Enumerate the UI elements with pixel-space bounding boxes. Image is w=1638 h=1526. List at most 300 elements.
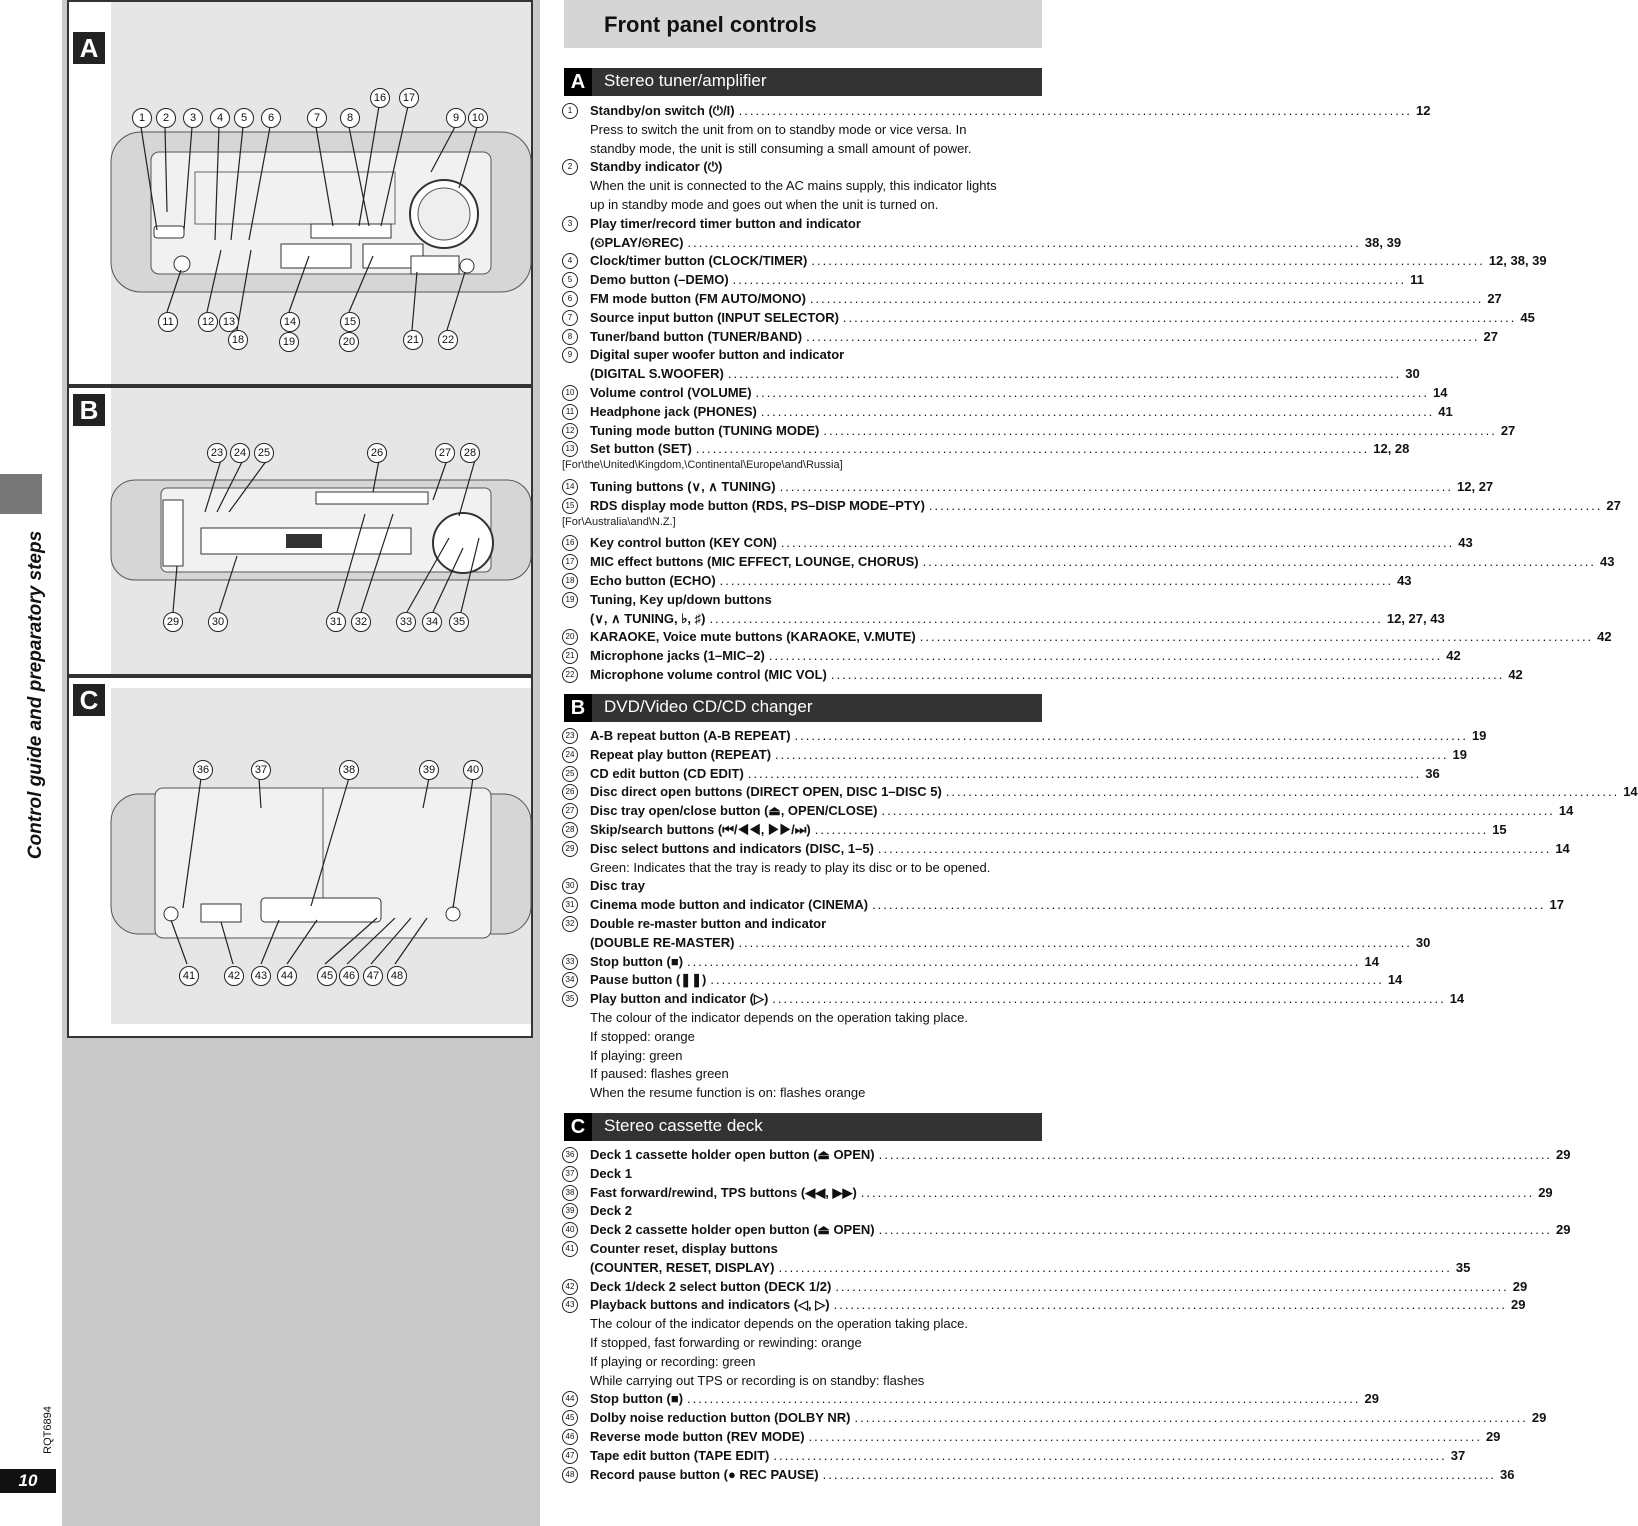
section-c-title: Stereo cassette deck <box>604 1116 763 1135</box>
item-number: 33 <box>562 954 578 970</box>
item-page-ref: 36 <box>1500 1466 1515 1482</box>
control-item <box>562 534 1473 552</box>
item-label: Clock/timer button (CLOCK/TIMER) <box>590 253 808 269</box>
item-page-ref: 27 <box>1487 291 1502 306</box>
dot-leader: ........................................................................................................................ <box>811 253 1485 269</box>
dot-leader: ........................................................................................................................ <box>780 535 1455 551</box>
callout-42: 42 <box>224 966 244 986</box>
item-description: standby mode, the unit is still consuming a small amount of power. <box>590 140 972 156</box>
callout-12: 12 <box>198 312 218 332</box>
item-label: Dolby noise reduction button (DOLBY NR) <box>590 1410 851 1426</box>
callout-40: 40 <box>463 760 483 780</box>
dot-leader: ........................................................................................................................ <box>779 479 1454 494</box>
item-description: If stopped, fast forwarding or rewinding: orange <box>590 1335 862 1350</box>
item-description: The colour of the indicator depends on the operation taking place. <box>590 1316 968 1332</box>
control-item <box>562 403 1453 421</box>
callout-43: 43 <box>251 966 271 986</box>
item-label: (DIGITAL S.WOOFER) <box>590 366 724 382</box>
region-note: [For\Australia\and\N.Z.] <box>562 515 676 528</box>
item-label: Tape edit button (TAPE EDIT) <box>590 1447 770 1463</box>
item-number: 40 <box>562 1222 578 1238</box>
item-number: 42 <box>562 1279 578 1295</box>
dot-leader: ........................................................................................................................ <box>814 822 1489 837</box>
item-number: 22 <box>562 667 578 683</box>
control-item <box>562 271 1424 289</box>
item-label: Repeat play button (REPEAT) <box>590 746 772 762</box>
item-page-ref: 29 <box>1364 1391 1379 1407</box>
page-title: Front panel controls <box>604 12 817 37</box>
control-item <box>562 252 1547 270</box>
control-item <box>562 1296 1526 1314</box>
control-item <box>562 840 1570 858</box>
control-item <box>562 572 1412 590</box>
item-number: 39 <box>562 1203 578 1219</box>
item-page-ref: 27 <box>1483 328 1498 344</box>
callout-18: 18 <box>228 330 248 350</box>
item-label: Volume control (VOLUME) <box>590 385 752 400</box>
item-label: Cinema mode button and indicator (CINEMA) <box>590 897 869 913</box>
callout-25: 25 <box>254 443 274 463</box>
item-number: 13 <box>562 441 578 457</box>
control-item <box>562 971 1403 989</box>
callout-5: 5 <box>234 108 254 128</box>
item-number: 34 <box>562 972 578 988</box>
item-label: KARAOKE, Voice mute buttons (KARAOKE, V.MUTE) <box>590 629 916 645</box>
control-item <box>562 102 1431 120</box>
figure-c-panel <box>67 676 533 1038</box>
item-number: 8 <box>562 329 578 345</box>
item-page-ref: 35 <box>1455 1259 1471 1275</box>
item-label: Demo button (–DEMO) <box>590 272 729 288</box>
item-page-ref: 14 <box>1387 972 1403 988</box>
item-label: A-B repeat button (A-B REPEAT) <box>590 728 791 743</box>
vertical-section-title: Control guide and preparatory steps <box>25 530 46 860</box>
item-number: 46 <box>562 1429 578 1445</box>
callout-15: 15 <box>340 312 360 332</box>
item-label: Disc select buttons and indicators (DISC, 1–5) <box>590 840 874 856</box>
item-label: Play button and indicator (▷) <box>590 991 769 1007</box>
dot-leader: ........................................................................................................................ <box>822 1466 1497 1482</box>
callout-24: 24 <box>230 443 250 463</box>
item-description: If playing: green <box>590 1047 683 1063</box>
control-item <box>562 783 1638 801</box>
item-description: When the resume function is on: flashes orange <box>590 1085 866 1101</box>
figure-a-area <box>111 2 531 384</box>
control-item <box>562 915 1044 933</box>
dot-leader: ........................................................................................................................ <box>709 610 1383 626</box>
item-label: Pause button (❚❚) <box>590 972 707 988</box>
dot-leader: ........................................................................................................................ <box>945 784 1620 800</box>
item-page-ref: 29 <box>1538 1184 1553 1200</box>
callout-30: 30 <box>208 612 228 632</box>
dot-leader: ........................................................................................................................ <box>710 972 1384 988</box>
item-label: Counter reset, display buttons <box>590 1241 778 1256</box>
item-page-ref: 42 <box>1446 648 1461 664</box>
item-page-ref: 14 <box>1623 784 1638 800</box>
item-page-ref: 12, 38, 39 <box>1488 253 1547 269</box>
dot-leader: ........................................................................................................................ <box>835 1278 1509 1294</box>
dot-leader: ........................................................................................................................ <box>806 328 1480 344</box>
item-label: Set button (SET) <box>590 441 692 457</box>
control-item <box>562 990 1465 1008</box>
dot-leader: ........................................................................................................................ <box>860 1184 1535 1200</box>
control-item <box>562 1165 1044 1183</box>
control-item <box>562 591 1044 609</box>
item-label: (⏲PLAY/⏲REC) <box>590 234 684 250</box>
callout-7: 7 <box>307 108 327 128</box>
item-number: 47 <box>562 1448 578 1464</box>
figure-c-area <box>111 688 531 1024</box>
item-number: 41 <box>562 1241 578 1257</box>
item-label: Deck 2 cassette holder open button (⏏ OPEN) <box>590 1222 875 1238</box>
callout-6: 6 <box>261 108 281 128</box>
callout-35: 35 <box>449 612 469 632</box>
dot-leader: ........................................................................................................................ <box>919 629 1594 645</box>
item-number: 37 <box>562 1166 578 1182</box>
item-number: 32 <box>562 916 578 932</box>
item-page-ref: 12, 27, 43 <box>1386 610 1445 626</box>
callout-8: 8 <box>340 108 360 128</box>
item-label: Stop button (■) <box>590 953 684 969</box>
callout-32: 32 <box>351 612 371 632</box>
section-a-title: Stereo tuner/amplifier <box>604 71 767 90</box>
item-page-ref: 14 <box>1432 385 1448 400</box>
item-label: Skip/search buttons (⏮/◀◀, ▶▶/⏭) <box>590 822 811 837</box>
model-code: RQT6894 <box>42 1406 54 1454</box>
control-item <box>562 765 1440 783</box>
callout-47: 47 <box>363 966 383 986</box>
callout-39: 39 <box>419 760 439 780</box>
control-item <box>562 440 1410 458</box>
item-number: 17 <box>562 554 578 570</box>
callout-4: 4 <box>210 108 230 128</box>
item-page-ref: 14 <box>1364 953 1379 969</box>
item-page-ref: 15 <box>1492 822 1507 837</box>
item-label: MIC effect buttons (MIC EFFECT, LOUNGE, CHORUS) <box>590 554 919 570</box>
control-item <box>562 877 1044 895</box>
item-number: 23 <box>562 728 578 744</box>
item-label: Double re-master button and indicator <box>590 916 827 931</box>
item-page-ref: 14 <box>1558 803 1574 819</box>
control-item <box>562 158 1044 176</box>
item-page-ref: 14 <box>1555 840 1570 856</box>
item-description: The colour of the indicator depends on the operation taking place. <box>590 1010 968 1025</box>
region-note: [For\the\United\Kingdom,\Continental\Europe\and\Russia] <box>562 459 843 472</box>
item-page-ref: 41 <box>1438 403 1453 419</box>
section-b-title: DVD/Video CD/CD changer <box>604 697 813 716</box>
control-item <box>562 1278 1528 1296</box>
item-label: (∨, ∧ TUNING, ♭, ♯) <box>590 610 706 626</box>
callout-21: 21 <box>403 330 423 350</box>
dot-leader: ........................................................................................................................ <box>877 840 1552 856</box>
dot-leader: ........................................................................................................................ <box>794 728 1468 743</box>
control-item <box>562 821 1507 839</box>
item-page-ref: 27 <box>1500 422 1516 438</box>
item-number: 18 <box>562 573 578 589</box>
item-description: While carrying out TPS or recording is on standby: flashes <box>590 1372 925 1388</box>
item-label: Microphone jacks (1–MIC–2) <box>590 648 765 664</box>
item-label: CD edit button (CD EDIT) <box>590 765 744 781</box>
item-page-ref: 37 <box>1450 1447 1466 1463</box>
dot-leader: ........................................................................................................................ <box>842 309 1517 325</box>
item-page-ref: 29 <box>1556 1147 1571 1162</box>
item-label: Tuning mode button (TUNING MODE) <box>590 422 820 438</box>
dot-leader: ........................................................................................................................ <box>687 953 1361 969</box>
item-number: 26 <box>562 784 578 800</box>
section-b-header <box>564 694 1042 722</box>
item-number: 11 <box>562 404 578 420</box>
item-number: 5 <box>562 272 578 288</box>
control-item <box>562 647 1461 665</box>
item-label: Fast forward/rewind, TPS buttons (◀◀, ▶▶) <box>590 1184 857 1200</box>
item-number: 30 <box>562 878 578 894</box>
callout-26: 26 <box>367 443 387 463</box>
control-item <box>562 746 1467 764</box>
item-label: Deck 1 cassette holder open button (⏏ OPEN) <box>590 1147 875 1162</box>
item-label: Disc direct open buttons (DIRECT OPEN, DISC 1–DISC 5) <box>590 784 942 800</box>
item-label: Tuning, Key up/down buttons <box>590 591 772 607</box>
callout-36: 36 <box>193 760 213 780</box>
dot-leader: ........................................................................................................................ <box>687 1391 1361 1407</box>
control-item <box>562 309 1535 327</box>
item-page-ref: 12 <box>1416 103 1431 118</box>
dot-leader: ........................................................................................................................ <box>928 497 1603 513</box>
control-item <box>562 1184 1553 1202</box>
dot-leader: ........................................................................................................................ <box>808 1429 1482 1444</box>
section-c-letter: C <box>564 1113 592 1141</box>
callout-10: 10 <box>468 108 488 128</box>
dot-leader: ........................................................................................................................ <box>778 1259 1452 1275</box>
item-number: 21 <box>562 648 578 664</box>
item-description: Press to switch the unit from on to standby mode or vice versa. In <box>590 121 967 137</box>
item-label: Tuner/band button (TUNER/BAND) <box>590 328 803 344</box>
page-title-bar <box>564 0 1042 48</box>
item-page-ref: 30 <box>1405 366 1420 382</box>
section-a-letter: A <box>564 68 592 96</box>
item-number: 19 <box>562 592 578 608</box>
control-item <box>562 610 1445 628</box>
item-number: 16 <box>562 535 578 551</box>
control-item <box>562 934 1431 952</box>
figure-b-label: B <box>73 394 105 426</box>
control-item <box>562 346 1044 364</box>
item-page-ref: 12, 28 <box>1373 441 1410 457</box>
item-page-ref: 29 <box>1556 1222 1571 1238</box>
dot-leader: ........................................................................................................................ <box>833 1297 1508 1313</box>
control-item <box>562 666 1523 684</box>
item-label: Playback buttons and indicators (◁, ▷) <box>590 1297 830 1313</box>
item-description: If paused: flashes green <box>590 1066 729 1082</box>
item-label: Source input button (INPUT SELECTOR) <box>590 309 839 325</box>
control-item <box>562 234 1402 252</box>
dot-leader: ........................................................................................................................ <box>775 746 1449 762</box>
dot-leader: ........................................................................................................................ <box>823 422 1497 438</box>
callout-33: 33 <box>396 612 416 632</box>
item-number: 35 <box>562 991 578 1007</box>
figure-b-area <box>111 388 531 674</box>
dot-leader: ........................................................................................................................ <box>760 403 1435 419</box>
item-label: Deck 1 <box>590 1165 632 1181</box>
item-page-ref: 45 <box>1520 309 1535 325</box>
callout-23: 23 <box>207 443 227 463</box>
item-number: 10 <box>562 385 578 401</box>
item-description: If stopped: orange <box>590 1028 695 1044</box>
callout-37: 37 <box>251 760 271 780</box>
item-page-ref: 43 <box>1600 554 1615 570</box>
dot-leader: ........................................................................................................................ <box>878 1147 1553 1162</box>
item-number: 36 <box>562 1147 578 1163</box>
item-page-ref: 29 <box>1511 1297 1526 1313</box>
figure-c-label: C <box>73 684 105 716</box>
item-number: 25 <box>562 766 578 782</box>
dot-leader: ........................................................................................................................ <box>687 234 1361 250</box>
dot-leader: ........................................................................................................................ <box>854 1410 1528 1426</box>
item-number: 9 <box>562 347 578 363</box>
callout-2: 2 <box>156 108 176 128</box>
dot-leader: ........................................................................................................................ <box>727 366 1402 382</box>
item-description: When the unit is connected to the AC mains supply, this indicator lights <box>590 178 997 194</box>
dot-leader: ........................................................................................................................ <box>872 897 1546 913</box>
dot-leader: ........................................................................................................................ <box>773 1447 1447 1463</box>
item-number: 43 <box>562 1297 578 1313</box>
item-page-ref: 43 <box>1458 535 1473 551</box>
dot-leader: ........................................................................................................................ <box>809 291 1484 306</box>
control-item <box>562 1240 1044 1258</box>
callout-27: 27 <box>435 443 455 463</box>
item-description: up in standby mode and goes out when the unit is turned on. <box>590 197 939 212</box>
callout-34: 34 <box>422 612 442 632</box>
item-number: 24 <box>562 747 578 763</box>
item-label: Echo button (ECHO) <box>590 573 716 588</box>
item-number: 14 <box>562 479 578 495</box>
control-item <box>562 896 1564 914</box>
callout-11: 11 <box>158 312 178 332</box>
item-number: 48 <box>562 1467 578 1483</box>
dot-leader: ........................................................................................................................ <box>719 573 1394 588</box>
item-page-ref: 19 <box>1471 728 1487 743</box>
callout-46: 46 <box>339 966 359 986</box>
item-page-ref: 11 <box>1410 272 1424 288</box>
page-number: 10 <box>0 1469 56 1493</box>
control-item <box>562 553 1615 571</box>
callout-48: 48 <box>387 966 407 986</box>
item-page-ref: 27 <box>1606 497 1621 513</box>
control-item <box>562 802 1574 820</box>
control-item <box>562 1221 1571 1239</box>
item-label: Headphone jack (PHONES) <box>590 403 757 419</box>
item-number: 6 <box>562 291 578 307</box>
item-number: 2 <box>562 159 578 175</box>
item-number: 4 <box>562 253 578 269</box>
item-label: Key control button (KEY CON) <box>590 535 777 551</box>
callout-29: 29 <box>163 612 183 632</box>
item-label: Reverse mode button (REV MODE) <box>590 1429 805 1444</box>
item-description: Green: Indicates that the tray is ready to play its disc or to be opened. <box>590 859 991 875</box>
item-page-ref: 43 <box>1397 573 1412 588</box>
callout-44: 44 <box>277 966 297 986</box>
item-page-ref: 17 <box>1549 897 1564 913</box>
dot-leader: ........................................................................................................................ <box>755 385 1429 400</box>
control-item <box>562 1202 1044 1220</box>
item-label: RDS display mode button (RDS, PS–DISP MODE–PTY) <box>590 497 925 513</box>
item-page-ref: 36 <box>1425 765 1440 781</box>
item-page-ref: 12, 27 <box>1457 479 1494 494</box>
control-item <box>562 953 1379 971</box>
item-page-ref: 42 <box>1508 667 1523 682</box>
item-label: (DOUBLE RE-MASTER) <box>590 934 735 950</box>
section-c-header <box>564 1113 1042 1141</box>
item-number: 31 <box>562 897 578 913</box>
sidebar <box>0 0 62 1526</box>
control-item <box>562 1146 1571 1164</box>
dot-leader: ........................................................................................................................ <box>768 648 1443 664</box>
callout-31: 31 <box>326 612 346 632</box>
item-label: Disc tray open/close button (⏏, OPEN/CLOSE) <box>590 803 878 819</box>
item-label: Standby indicator (⏻) <box>590 159 723 175</box>
item-label: Play timer/record timer button and indicator <box>590 215 861 231</box>
control-item <box>562 422 1516 440</box>
callout-22: 22 <box>438 330 458 350</box>
control-item <box>562 628 1612 646</box>
callout-9: 9 <box>446 108 466 128</box>
figure-column <box>62 0 540 1526</box>
item-page-ref: 29 <box>1531 1410 1547 1426</box>
item-label: Digital super woofer button and indicator <box>590 347 845 363</box>
item-number: 12 <box>562 423 578 439</box>
dot-leader: ........................................................................................................................ <box>747 765 1422 781</box>
item-description: If playing or recording: green <box>590 1353 756 1369</box>
callout-13: 13 <box>219 312 239 332</box>
dot-leader: ........................................................................................................................ <box>695 441 1370 457</box>
control-item <box>562 1447 1466 1465</box>
item-label: Standby/on switch (⏻/I) <box>590 103 735 118</box>
item-number: 38 <box>562 1185 578 1201</box>
control-item <box>562 328 1498 346</box>
callout-19: 19 <box>279 332 299 352</box>
control-item <box>562 1259 1471 1277</box>
item-number: 45 <box>562 1410 578 1426</box>
item-number: 29 <box>562 841 578 857</box>
section-a-header <box>564 68 1042 96</box>
item-page-ref: 19 <box>1452 746 1467 762</box>
item-page-ref: 30 <box>1415 934 1431 950</box>
item-label: Microphone volume control (MIC VOL) <box>590 667 827 682</box>
control-item <box>562 215 1044 233</box>
item-number: 27 <box>562 803 578 819</box>
item-label: Tuning buttons (∨, ∧ TUNING) <box>590 479 776 494</box>
item-number: 1 <box>562 103 578 119</box>
control-item <box>562 384 1448 402</box>
dot-leader: ........................................................................................................................ <box>738 934 1412 950</box>
callout-1: 1 <box>132 108 152 128</box>
dot-leader: ........................................................................................................................ <box>772 991 1446 1007</box>
figure-a-panel <box>67 0 533 386</box>
dot-leader: ........................................................................................................................ <box>878 1222 1553 1238</box>
callout-45: 45 <box>317 966 337 986</box>
item-page-ref: 29 <box>1512 1278 1528 1294</box>
section-tab-marker <box>0 474 42 514</box>
callout-41: 41 <box>179 966 199 986</box>
dot-leader: ........................................................................................................................ <box>881 803 1555 819</box>
item-number: 3 <box>562 216 578 232</box>
control-item <box>562 1390 1379 1408</box>
item-page-ref: 38, 39 <box>1364 234 1402 250</box>
item-number: 28 <box>562 822 578 838</box>
item-label: (COUNTER, RESET, DISPLAY) <box>590 1259 775 1275</box>
callout-16: 16 <box>370 88 390 108</box>
dot-leader: ........................................................................................................................ <box>922 554 1597 570</box>
section-b-letter: B <box>564 694 592 722</box>
